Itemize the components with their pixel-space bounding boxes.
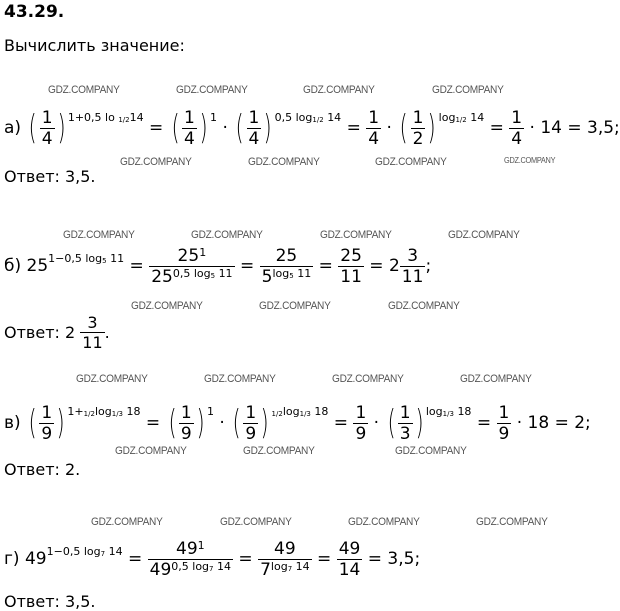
watermark: GDZ.COMPANY xyxy=(204,373,276,385)
watermark: GDZ.COMPANY xyxy=(432,84,504,96)
watermark: GDZ.COMPANY xyxy=(63,229,135,241)
watermark: GDZ.COMPANY xyxy=(48,84,120,96)
watermark: GDZ.COMPANY xyxy=(460,373,532,385)
watermark: GDZ.COMPANY xyxy=(91,516,163,528)
answer-g: Ответ: 3,5. xyxy=(4,592,96,611)
watermark: GDZ.COMPANY xyxy=(176,84,248,96)
equation-b: б) 25 1−0,5 log5 11 = $\frac{25^1}{25^{0,5 log5 11}}$ = $\frac{25}{5^{log5 11}}$ = $\frac{25}{11}$ = 2 $\frac{3}{11}$ ; xyxy=(4,245,432,287)
watermark: GDZ.COMPANY xyxy=(220,516,292,528)
watermark: GDZ.COMPANY xyxy=(120,156,192,168)
watermark: GDZ.COMPANY xyxy=(191,229,263,241)
answer-a: Ответ: 3,5. xyxy=(4,167,96,186)
equation-v: в) ( $\frac{1}{9}$ ) 1+1/2log1/3 18 = ( $\frac{1}{9}$ ) 1 · ( $\frac{1}{9}$ ) 1/2log1/3 18 = $\frac{1}{9}$ · ( $\frac{1}{3}$ ) log1/3 18 = $\frac{1}{9}$ · 18 = 2; xyxy=(4,402,591,444)
item-letter-g: г) xyxy=(4,549,20,569)
watermark: GDZ.COMPANY xyxy=(320,229,392,241)
equation-g: г) 49 1−0,5 log7 14 = $\frac{49^1}{49^{0,5 log7 14}}$ = $\frac{49}{7^{log7 14}}$ = $\frac{49}{14}$ = 3,5; xyxy=(4,538,421,580)
watermark: GDZ.COMPANY xyxy=(259,300,331,312)
watermark: GDZ.COMPANY xyxy=(248,156,320,168)
watermark: GDZ.COMPANY xyxy=(448,229,520,241)
item-letter-b: б) xyxy=(4,256,22,276)
item-letter-a: а) xyxy=(4,118,22,138)
instruction-text: Вычислить значение: xyxy=(4,36,185,55)
problem-number: 43.29. xyxy=(4,2,65,22)
watermark: GDZ.COMPANY xyxy=(303,84,375,96)
answer-v: Ответ: 2. xyxy=(4,460,81,479)
watermark: GDZ.COMPANY xyxy=(243,445,315,457)
watermark: GDZ.COMPANY xyxy=(395,445,467,457)
watermark: GDZ.COMPANY xyxy=(388,300,460,312)
watermark: GDZ.COMPANY xyxy=(131,300,203,312)
equation-a: а) ( $\frac{1}{4}$ ) 1+0,5 lo 1/214 = ( $\frac{1}{4}$ ) 1 · ( $\frac{1}{4}$ ) 0,5 log1/2 14 = $\frac{1}{4}$ · ( $\frac{1}{2}$ ) log1/2 14 = $\frac{1}{4}$ · 14 = 3,5; xyxy=(4,107,620,149)
watermark: GDZ.COMPANY xyxy=(375,156,447,168)
watermark: GDZ.COMPANY xyxy=(76,373,148,385)
watermark: GDZ.COMPANY xyxy=(476,516,548,528)
watermark: GDZ.COMPANY xyxy=(115,445,187,457)
watermark: GDZ.COMPANY xyxy=(332,373,404,385)
watermark: GDZ.COMPANY xyxy=(348,516,420,528)
watermark: GDZ.COMPANY xyxy=(504,156,556,165)
answer-b: Ответ: 2 $\frac{3}{11}$ . xyxy=(4,312,110,352)
item-letter-v: в) xyxy=(4,413,21,433)
